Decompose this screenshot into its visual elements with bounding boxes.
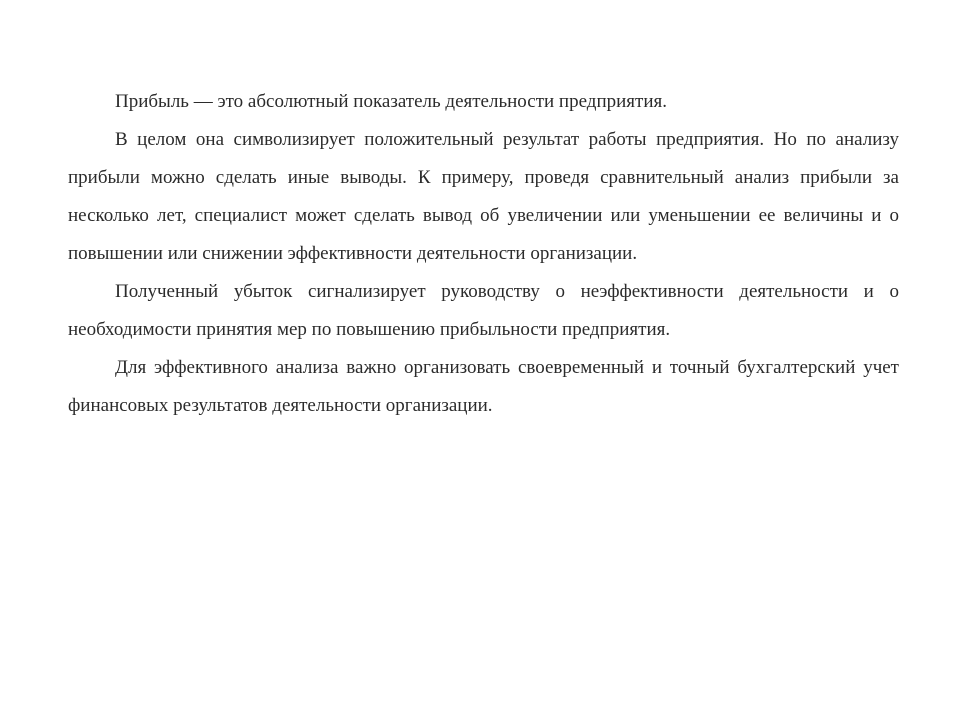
paragraph-profit-analysis: В целом она символизирует положительный результат работы предприятия. Но по анализу прибыли можно сделать иные выводы. К примеру, проведя сравнительный анализ прибыли за несколько лет, специалист может сделать вывод об увеличении или уменьшении ее величины и о повышении или снижении эффективности деятельности организации. bbox=[68, 129, 899, 264]
paragraph-accounting: Для эффективного анализа важно организовать своевременный и точный бухгалтерский учет финансовых результатов деятельности организации. bbox=[68, 357, 899, 416]
paragraph-loss-signal: Полученный убыток сигнализирует руководству о неэффективности деятельности и о необходимости принятия мер по повышению прибыльности предприятия. bbox=[68, 281, 899, 340]
document-body bbox=[68, 83, 899, 425]
paragraph-profit-definition: Прибыль — это абсолютный показатель деятельности предприятия. bbox=[115, 91, 667, 112]
